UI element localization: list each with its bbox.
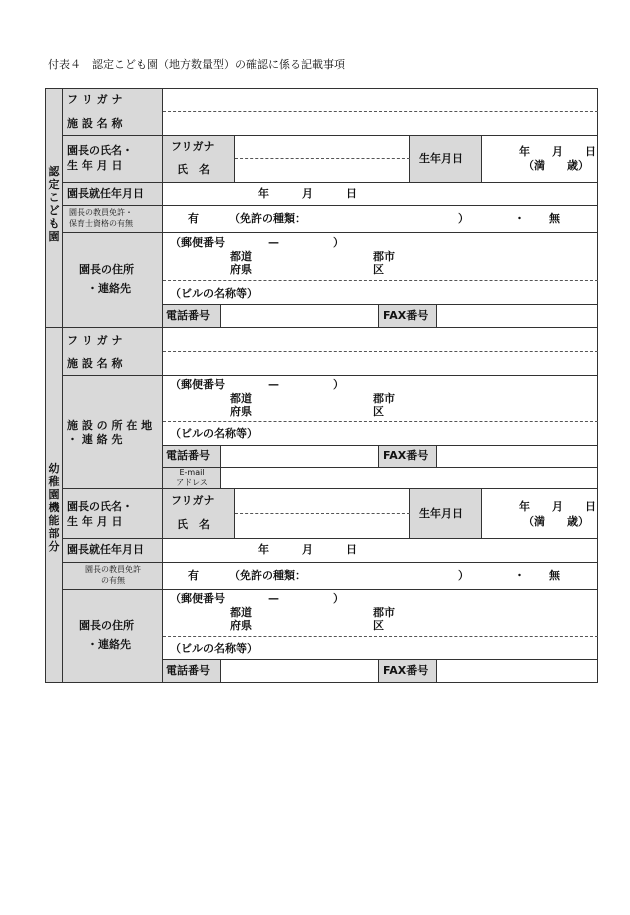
section1-furigana-divider [163, 111, 598, 112]
section2-postal-close: ） [333, 378, 344, 391]
section2-address-postal-dash: — [268, 592, 279, 605]
section2-license-label-1: 園長の教員免許 [85, 565, 141, 574]
section2-address-city-1: 郡市 [373, 606, 395, 619]
section2-address-label-cell [63, 589, 163, 683]
section1-birth-age: （満 歳） [523, 159, 589, 172]
section2-location-divider [163, 421, 598, 422]
section1-city-2: 区 [373, 263, 384, 276]
section2-postal: （郵便番号 [170, 378, 225, 391]
section1-tenure-ymd: 年 月 日 [258, 187, 357, 200]
section1-director-label-1: 園長の氏名・ [67, 144, 133, 157]
section1-name-short: 氏 名 [177, 163, 210, 176]
section2-location-label-2: ・ 連 絡 先 [67, 433, 123, 446]
section2-address-pref-1: 都道 [230, 606, 252, 619]
section2-fax-label: FAX番号 [383, 449, 429, 462]
section2-address-divider [163, 636, 598, 637]
section2-address-pref-2: 府県 [230, 619, 252, 632]
section1-postal-dash: — [268, 236, 279, 249]
section1-tenure-label: 園長就任年月日 [67, 187, 144, 200]
section2-director-label-2: 生 年 月 日 [67, 515, 123, 528]
section1-address-label-cell [63, 232, 163, 328]
section2-pref-1: 都道 [230, 392, 252, 405]
section2-address-label-2: ・連絡先 [87, 638, 131, 651]
section2-tel-input[interactable] [221, 445, 379, 467]
section1-birth-label: 生年月日 [419, 152, 463, 165]
section2-tenure-ymd: 年 月 日 [258, 543, 357, 556]
section2-address-postal: （郵便番号 [170, 592, 225, 605]
section2-address-fax-input[interactable] [437, 659, 598, 683]
section1-birth-ymd: 年 月 日 [519, 145, 596, 158]
section2-email-label-1: E-mail [179, 468, 205, 477]
section1-director-label-2: 生 年 月 日 [67, 159, 123, 172]
section1-furigana-label: フ リ ガ ナ [67, 93, 123, 106]
section1-building: （ビルの名称等） [170, 287, 258, 300]
section2-director-label-1: 園長の氏名・ [67, 500, 133, 513]
section2-name-short: 氏 名 [177, 518, 210, 531]
section2-tenure-input[interactable] [163, 538, 598, 562]
section2-tenure-label: 園長就任年月日 [67, 543, 144, 556]
section2-address-tel-input[interactable] [221, 659, 379, 683]
section2-facility-name-label: 施 設 名 称 [67, 357, 123, 370]
section1-tenure-input[interactable] [163, 182, 598, 205]
section1-furigana-short: フリガナ [171, 140, 215, 153]
section2-license-dot: ・ [514, 569, 525, 582]
section2-license-label-2: の有無 [101, 576, 125, 585]
section2-address-label-1: 園長の住所 [79, 619, 134, 632]
section2-director-label-cell [63, 488, 163, 538]
section1-director-divider [235, 158, 410, 159]
section1-pref-2: 府県 [230, 263, 252, 276]
section1-facility-name-label: 施 設 名 称 [67, 117, 123, 130]
section2-furigana-short: フリガナ [171, 494, 215, 507]
section2-pref-2: 府県 [230, 405, 252, 418]
section2-address-building: （ビルの名称等） [170, 642, 258, 655]
section2-side-label: 幼稚園機能部分 [48, 462, 60, 553]
section1-pref-1: 都道 [230, 250, 252, 263]
section2-license-type: （免許の種類： [229, 569, 306, 582]
section2-email-label-2: アドレス [176, 478, 208, 487]
section1-side-label: 認定こども園 [48, 165, 60, 243]
section1-license-label-1: 園長の教員免許・ [69, 208, 133, 217]
section1-address-label-2: ・連絡先 [87, 282, 131, 295]
section1-tel-input[interactable] [221, 304, 379, 328]
section1-fax-input[interactable] [437, 304, 598, 328]
section2-license-no: 無 [549, 569, 560, 582]
section1-tel-label: 電話番号 [166, 309, 210, 322]
section2-city-1: 郡市 [373, 392, 395, 405]
document-title: 付表４ 認定こども園（地方数量型）の確認に係る記載事項 [48, 58, 345, 71]
section2-address-tel-label: 電話番号 [166, 664, 210, 677]
section2-license-yes: 有 [188, 569, 199, 582]
section1-postal-close: ） [333, 236, 344, 249]
section2-birth-input[interactable] [482, 488, 598, 538]
section1-license-no: 無 [549, 212, 560, 225]
section1-license-close: ） [458, 212, 469, 225]
section2-furigana-label: フ リ ガ ナ [67, 334, 123, 347]
section2-fax-input[interactable] [437, 445, 598, 467]
section2-building: （ビルの名称等） [170, 427, 258, 440]
section1-license-dot: ・ [514, 212, 525, 225]
section2-birth-label: 生年月日 [419, 507, 463, 520]
section1-city-1: 郡市 [373, 250, 395, 263]
section2-postal-dash: — [268, 378, 279, 391]
section2-furigana-divider [163, 351, 598, 352]
section2-birth-ymd: 年 月 日 [519, 500, 596, 513]
section2-address-fax-label: FAX番号 [383, 664, 429, 677]
section1-license-yes: 有 [188, 212, 199, 225]
section1-license-label-2: 保育士資格の有無 [69, 219, 133, 228]
section2-license-close: ） [458, 569, 469, 582]
section2-address-postal-close: ） [333, 592, 344, 605]
section2-address-city-2: 区 [373, 619, 384, 632]
section2-city-2: 区 [373, 405, 384, 418]
section2-birth-age: （満 歳） [523, 515, 589, 528]
section1-address-label-1: 園長の住所 [79, 263, 134, 276]
section2-director-divider [235, 513, 410, 514]
section2-email-input[interactable] [221, 467, 598, 488]
section1-license-type: （免許の種類： [229, 212, 306, 225]
section2-location-label-1: 施 設 の 所 在 地 [67, 419, 153, 432]
section1-address-divider [163, 280, 598, 281]
section1-postal: （郵便番号 [170, 236, 225, 249]
section2-tel-label: 電話番号 [166, 449, 210, 462]
section1-fax-label: FAX番号 [383, 309, 429, 322]
